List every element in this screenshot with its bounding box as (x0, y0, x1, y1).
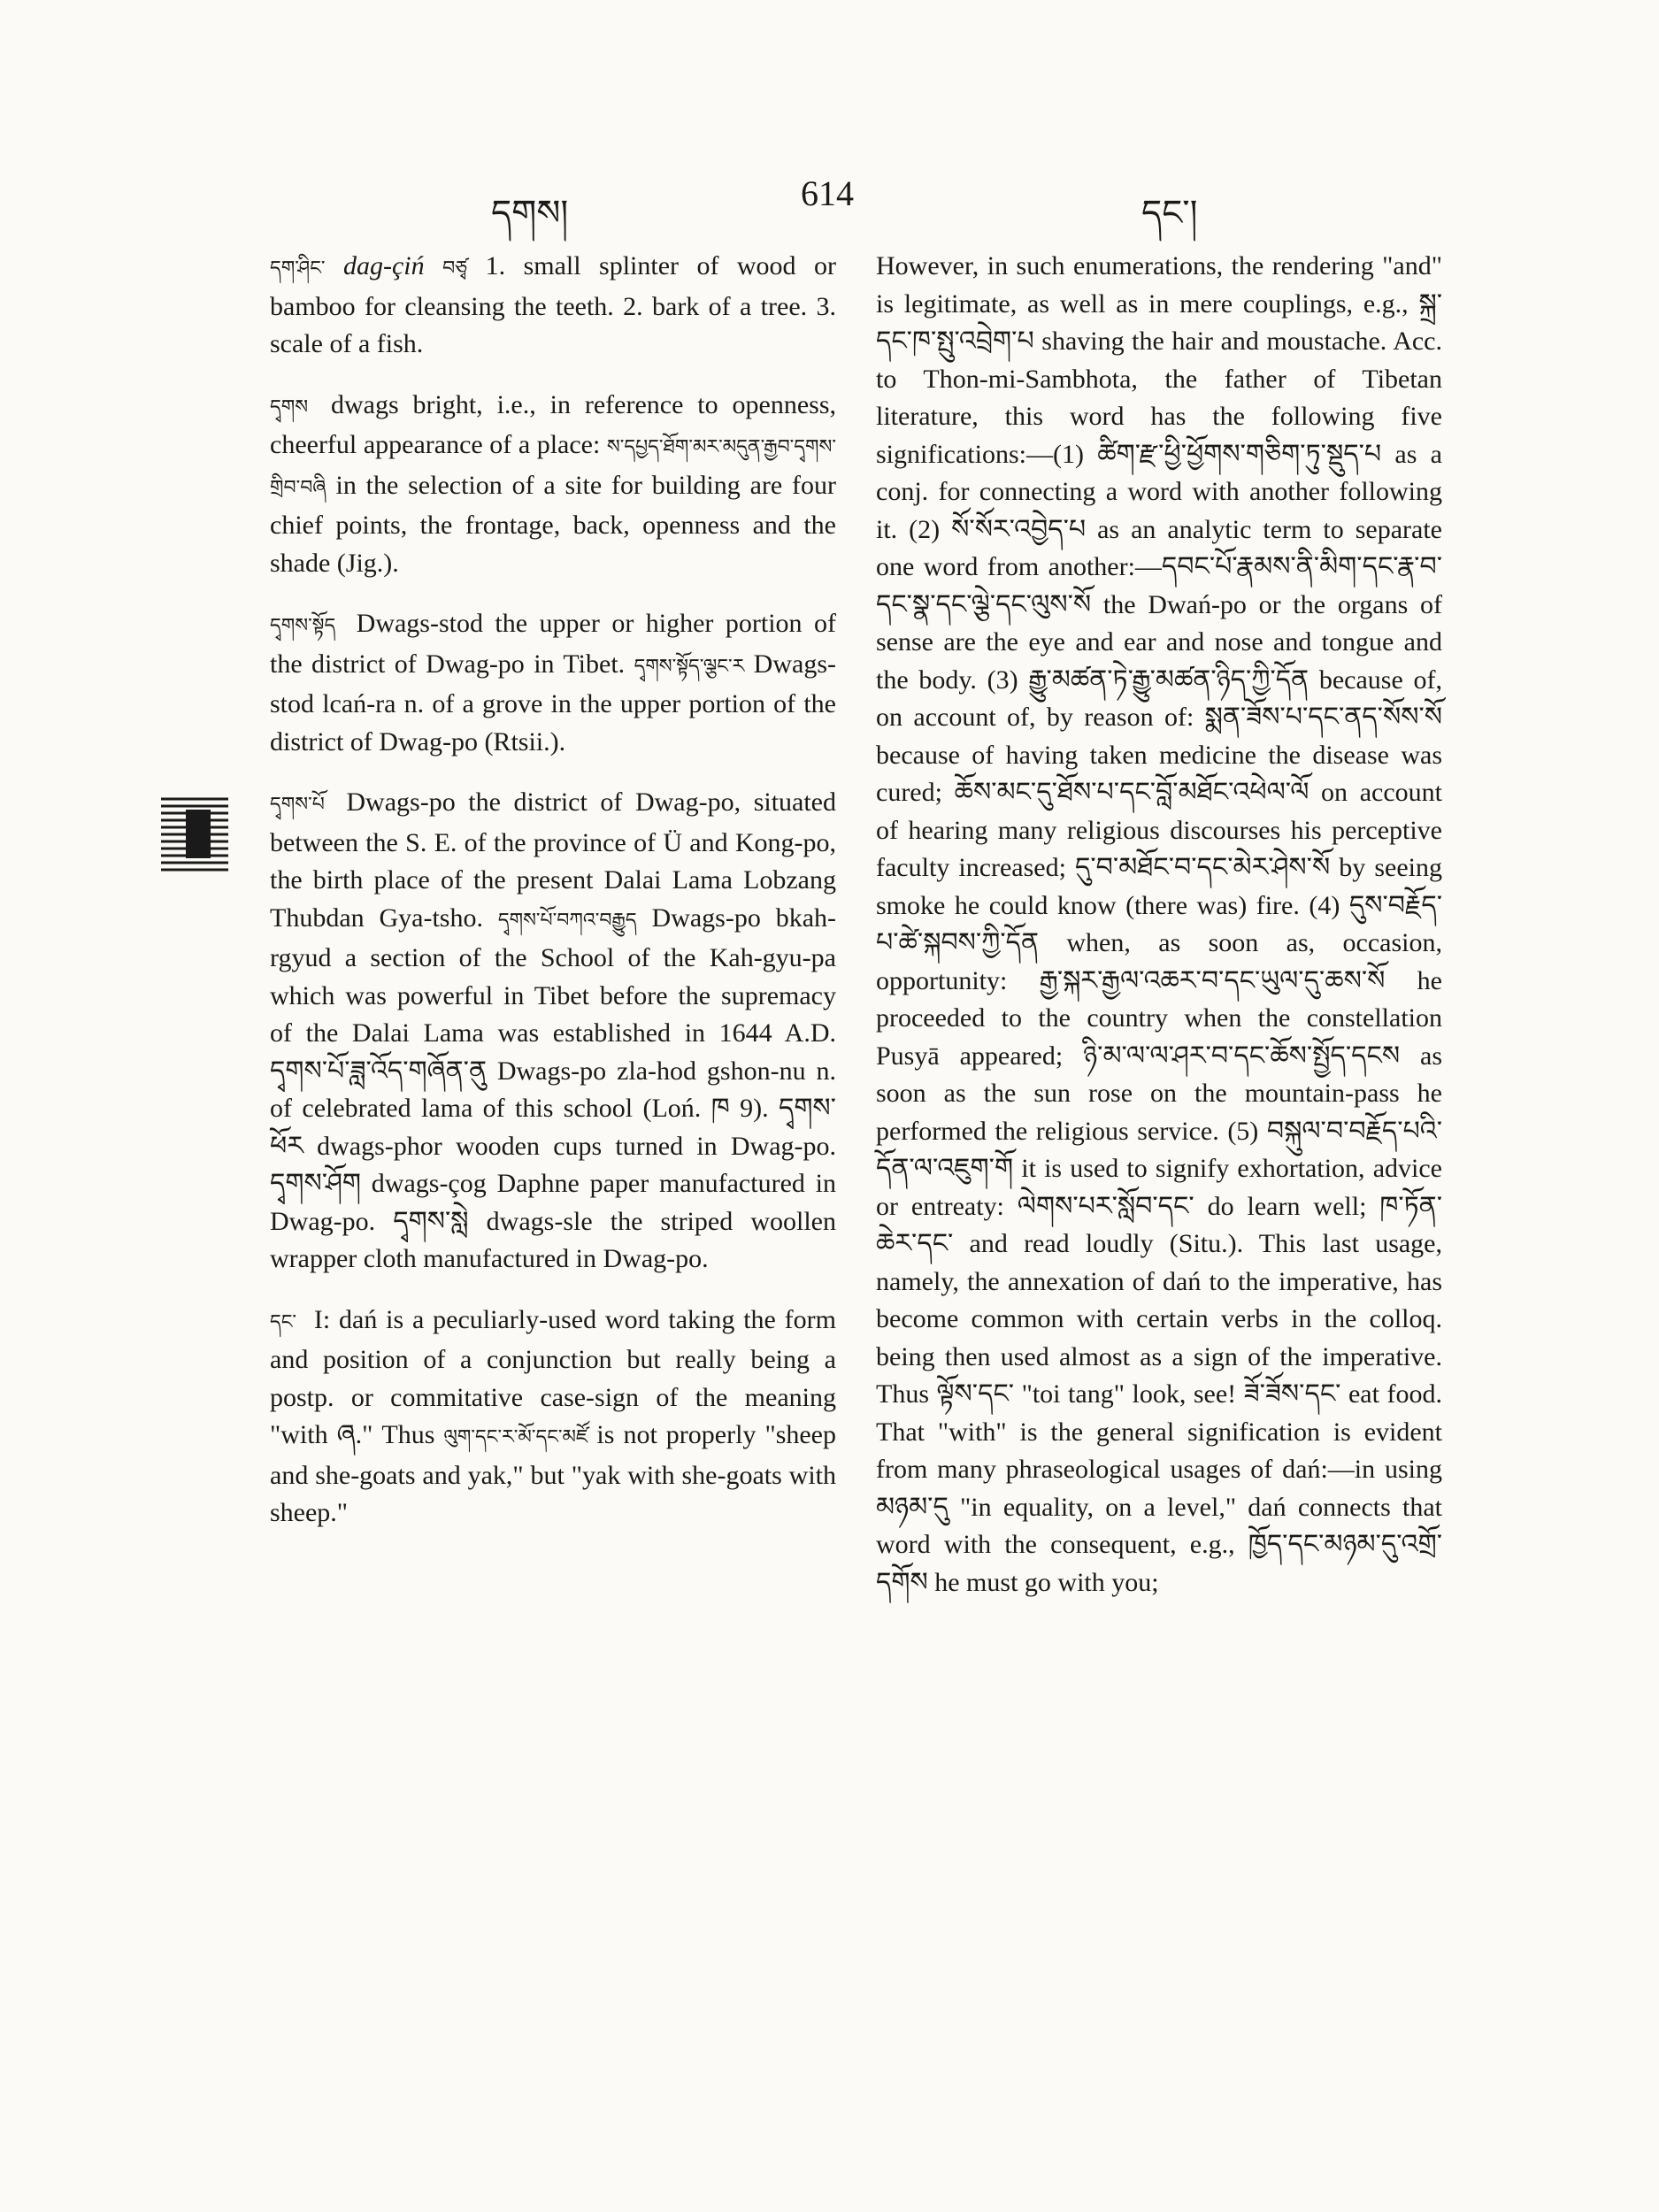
page-header (0, 173, 1659, 234)
entry-dan-continued: However, in such enumerations, the rendering "and" is legitimate, as well as in mere couplings, e.g., སྐྲ་དང་ཁ་སྤུ་འབྲེག་པ shaving the hair and moustache. Acc. to Thon-mi-Sambhota, the father of Tibetan literature, this word has the following five significations:—(1) ཚིག་རྫ་ཕྱི་ཕྱོགས་གཅིག་ཏུ་སྡུད་པ as a conj. for connecting a word with another following it. (2) སོ་སོར་འབྱེད་པ as an analytic term to separate one word from another:—དབང་པོ་རྣམས་ནི་མིག་དང་རྣ་བ་དང་སྣ་དང་ལྕེ་དང་ལུས་སོ the Dwań-po or the organs of sense are the eye and ear and nose and tongue and the body. (3) རྒྱུ་མཚན་ཏེ་རྒྱུ་མཚན་ཉིད་ཀྱི་དོན because of, on account of, by reason of: སྨན་ཟོས་པ་དང་ནད་སོས་སོ because of having taken medicine the disease was cured; ཆོས་མང་དུ་ཐོས་པ་དང་བློ་མཐོང་འཕེལ་ལོ on account of hearing many religious discourses his perceptive faculty increased; དུ་བ་མཐོང་བ་དང་མེར་ཤེས་སོ by seeing smoke he could know (there was) fire. (4) དུས་བརྗོད་པ་ཚེ་སྐབས་ཀྱི་དོན when, as soon as, occasion, opportunity: རྒྱ་སྐར་རྒྱལ་འཆར་བ་དང་ཡུལ་དུ་ཆས་སོ he proceeded to the country when the constellation Pusyā appeared; ཉི་མ་ལ་ལ་ཤར་བ་དང་ཆོས་སྤྱོད་དངས as soon as the sun rose on the mountain-pass he performed the religious service. (5) བསྐུལ་བ་བརྗོད་པའི་དོན་ལ་འཇུག་གོ it is used to signify exhortation, advice or entreaty: ལེགས་པར་སློབ་དང་ do learn well; ཁ་ཏོན་ཆེར་དང་ and read loudly (Situ.). This last usage, namely, the annexation of dań to the imperative, has become common with certain verbs in the colloq. being then used almost as a sign of the imperative. Thus ལྟོས་དང་ "toi tang" look, see! ཟོ་ཟོས་དང་ eat food. That "with" is the general signification is evident from many phraseological usages of dań:—in using མཉམ་དུ "in equality, on a level," dań connects that word with the consequent, e.g., ཁྱོད་དང་མཉམ་དུ་འགྲོ་དགོས he must go with you; (876, 251, 1442, 1597)
entry-dwags-po: དྭགས་པོ Dwags-po the district of Dwag-po, situated between the S. E. of the province of Ü and Kong-po, the birth place of the present Dalai Lama Lobzang Thubdan Gya-tsho. དྭགས་པོ་བཀའ་བརྒྱུད Dwags-po bkah-rgyud a section of the School of the Kah-gyu-pa which was powerful in Tibet before the supremacy of the Dalai Lama was established in 1644 A.D. དྭགས་པོ་ཟླ་འོད་གཞོན་ནུ Dwags-po zla-hod gshon-nu n. of celebrated lama of this school (Loń. ཁ 9). དྭགས་ཕོར dwags-phor wooden cups turned in Dwag-po. དྭགས་ཤོག dwags-çog Daphne paper manufactured in Dwag-po. དྭགས་སླེ dwags-sle the striped woollen wrapper cloth manufactured in Dwag-po. (270, 787, 836, 1273)
header-right-guideword: དང་། (1141, 193, 1198, 234)
right-column (876, 248, 1442, 1624)
left-column (270, 248, 836, 1555)
entry-dwags: དྭགས dwags bright, i.e., in reference to openness, cheerful appearance of a place: ས་དཔྱད་ཐོག་མར་མདུན་རྒྱབ་དྭགས་གྲིབ་བཞི in the selection of a site for building are four chief points, the frontage, back, openness and the shade (Jig.). (270, 389, 836, 578)
margin-mark-icon (159, 792, 230, 876)
entry-dag-cin: དག་ཤིང་ dag-çiń བཙྭ 1. small splinter of wood or bamboo for cleansing the teeth. 2. bark of a tree. 3. scale of a fish. (270, 251, 836, 358)
entry-dan: དང་ I: dań is a peculiarly-used word taking the form and position of a conjunction but really being a postp. or commitative case-sign of the meaning "with ཞ." Thus ལུག་དང་ར་མོ་དང་མཛོ is not properly "sheep and she-goats and yak," but "yak with she-goats with sheep." (270, 1304, 836, 1527)
page-number: 614 (801, 173, 854, 213)
entry-dwags-stod: དྭགས་སྟོད Dwags-stod the upper or higher portion of the district of Dwag-po in Tibet. དྭགས་སྟོད་ལྕང་ར Dwags-stod lcań-ra n. of a grove in the upper portion of the district of Dwag-po (Rtsii.). (270, 609, 836, 757)
header-left-guideword: དགས། (491, 193, 569, 234)
